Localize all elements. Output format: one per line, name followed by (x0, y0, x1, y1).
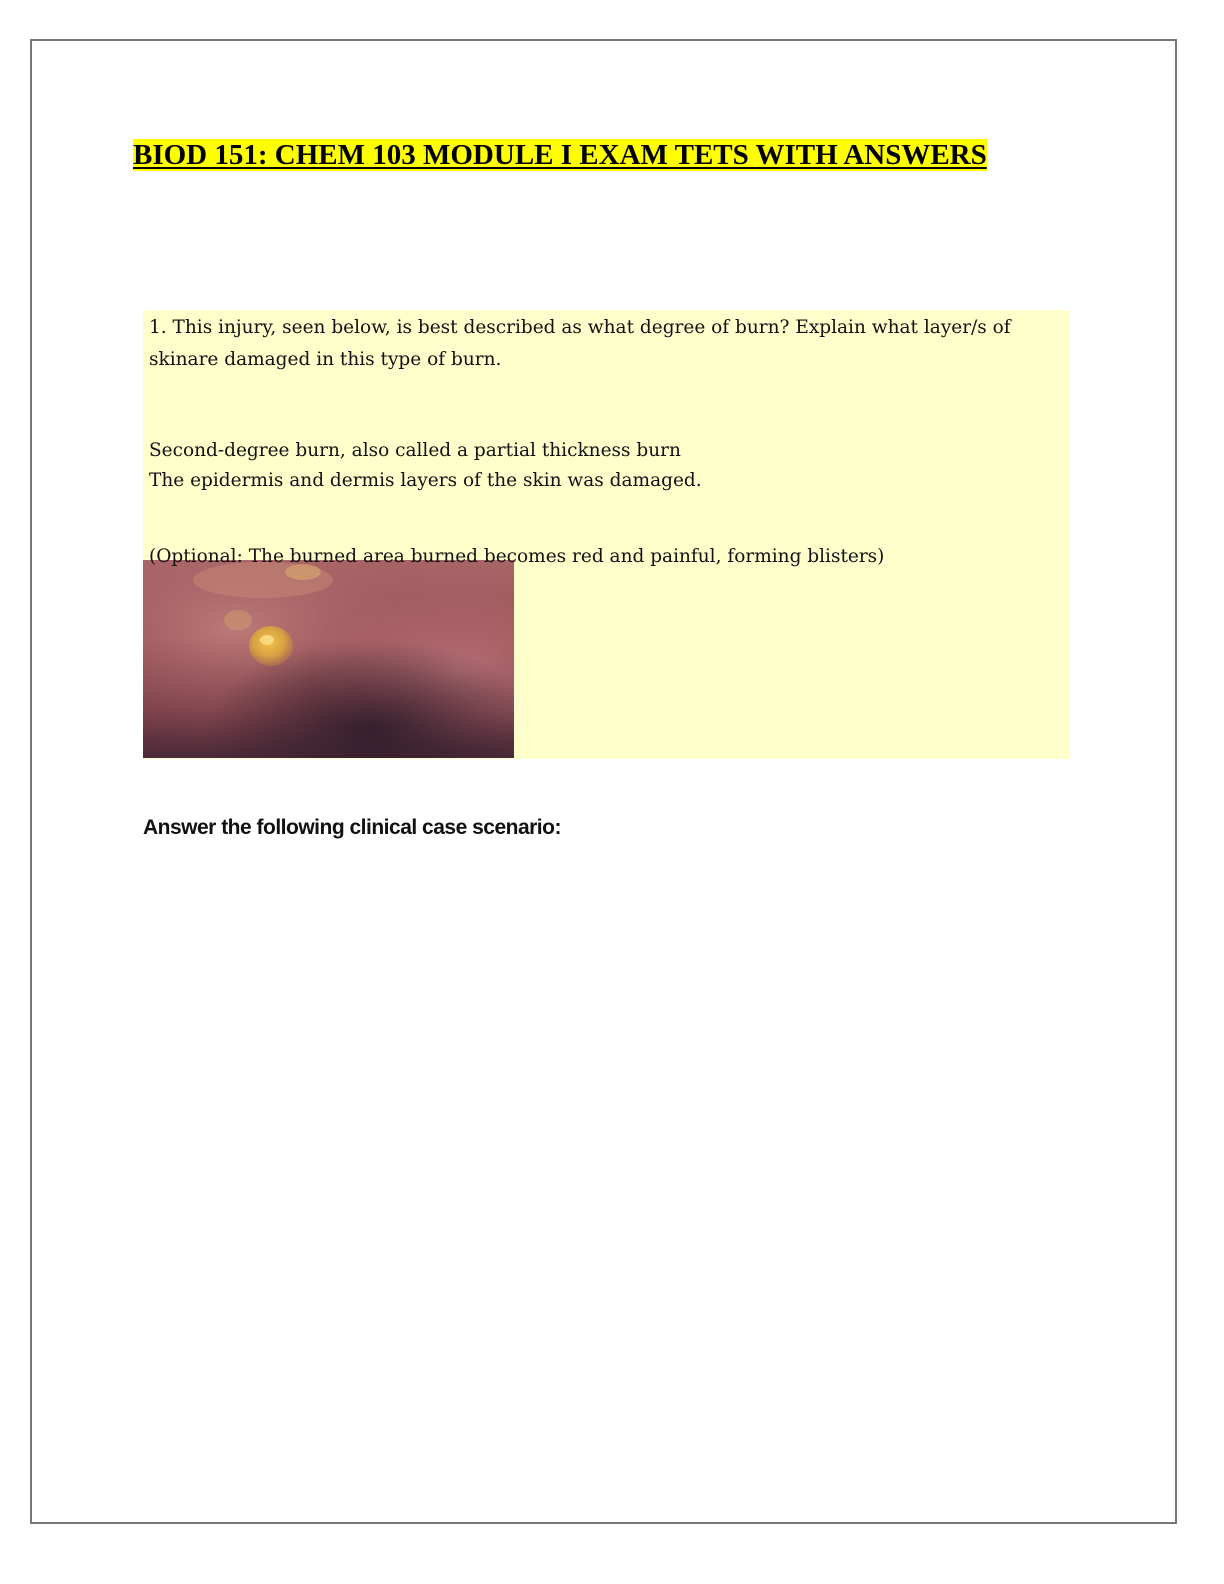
document-title (133, 137, 987, 173)
answer-text: Second-degree burn, also called a partial thickness burn The epidermis and dermis layers of the skin was damaged. (149, 440, 702, 491)
question-answer-block (143, 310, 1070, 759)
optional-note: (Optional: The burned area burned becomes red and painful, forming blisters) (149, 546, 885, 567)
page-border (30, 39, 1177, 1524)
burn-injury-photo (143, 560, 514, 758)
question-prompt: 1. This injury, seen below, is best described as what degree of burn? Explain what layer/s of skinare damaged in this type of burn. (149, 317, 1011, 370)
case-scenario-heading: Answer the following clinical case scenario: (143, 816, 561, 839)
document-title-text: BIOD 151: CHEM 103 MODULE I EXAM TETS WITH ANSWERS (133, 139, 987, 171)
